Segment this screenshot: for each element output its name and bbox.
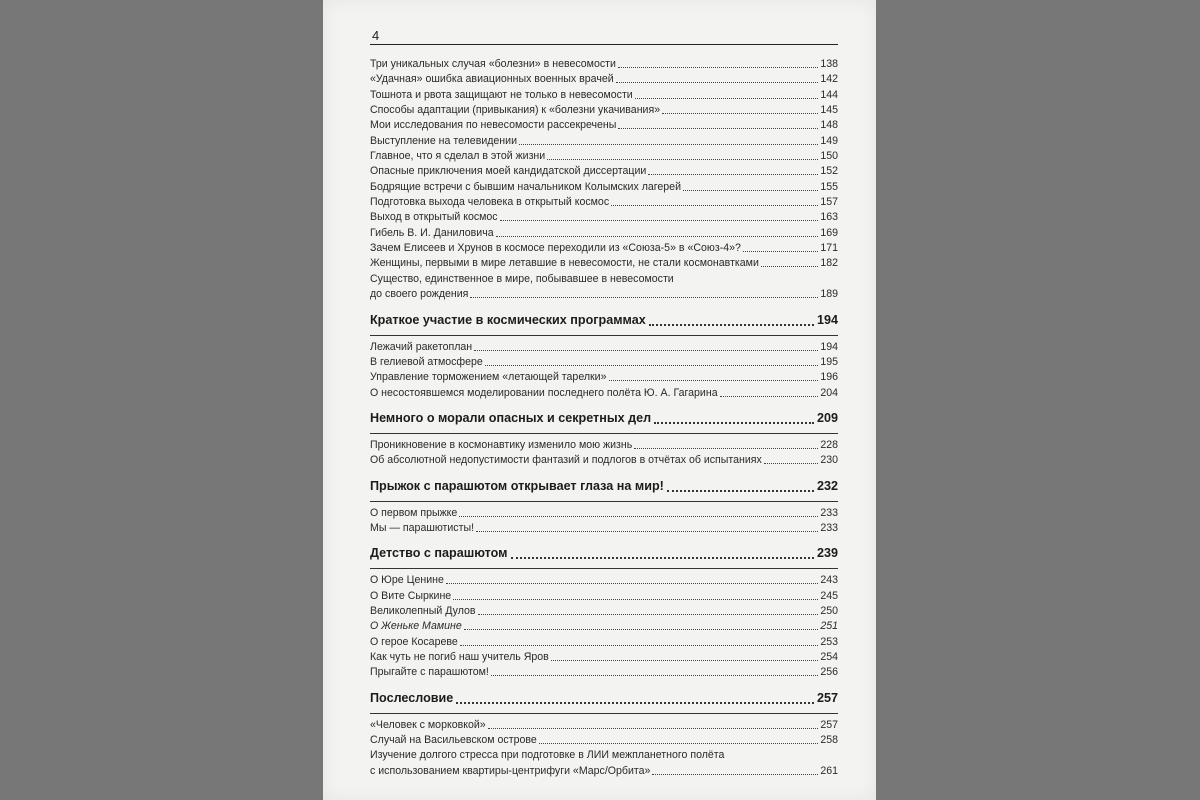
toc-entry — [370, 356, 838, 371]
dot-leader — [649, 313, 814, 326]
dot-leader — [764, 454, 818, 464]
toc-section-heading — [370, 546, 838, 566]
dot-leader — [474, 341, 818, 351]
dot-leader — [743, 242, 818, 252]
dot-leader — [539, 734, 819, 744]
toc-entry — [370, 749, 838, 764]
toc-entry — [370, 58, 838, 73]
toc-entry-title: Женщины, первыми в мире летавшие в невесомости, не стали космонавтками — [370, 257, 759, 270]
toc-entry-title: Мои исследования по невесомости рассекречены — [370, 119, 617, 132]
toc-entry — [370, 734, 838, 749]
dot-leader — [609, 371, 819, 381]
dot-leader — [496, 227, 819, 237]
section-rule — [370, 433, 838, 434]
toc-entry-page: 150 — [820, 150, 838, 163]
section-rule — [370, 568, 838, 569]
dot-leader — [761, 257, 818, 267]
toc-entry-title: Три уникальных случая «болезни» в невесомости — [370, 58, 616, 70]
toc-entry-title: Как чуть не погиб наш учитель Яров — [370, 650, 549, 663]
toc-entry-title: О герое Косареве — [370, 635, 458, 648]
toc-entry-page: 233 — [820, 506, 838, 519]
section-page: 194 — [816, 312, 838, 327]
toc-entry-page: 149 — [820, 134, 838, 147]
section-rule — [370, 501, 838, 502]
dot-leader — [453, 590, 818, 600]
dot-leader — [485, 356, 819, 366]
toc-entry-page: 233 — [820, 521, 838, 534]
toc-entry-title: Опасные приключения моей кандидатской диссертации — [370, 165, 647, 178]
toc-entry-page: 145 — [820, 104, 838, 117]
toc-entry-title: О первом прыжке — [370, 506, 458, 519]
dot-leader — [618, 58, 818, 68]
toc-entry-title: Проникновение в космонавтику изменило мою жизнь — [370, 438, 633, 451]
toc-entry — [370, 666, 838, 681]
toc-entry-title: до своего рождения — [370, 288, 469, 301]
toc-entry-title: Мы — парашютисты! — [370, 521, 475, 534]
dot-leader — [470, 288, 818, 298]
section-rule — [370, 713, 838, 714]
dot-leader — [488, 719, 819, 729]
toc-entry-page: 189 — [820, 288, 838, 301]
toc-entry — [370, 574, 838, 589]
section-gap — [370, 682, 838, 691]
section-gap — [370, 470, 838, 479]
toc-entry — [370, 165, 838, 180]
dot-leader — [456, 691, 814, 704]
toc-entry-page: 194 — [820, 340, 838, 353]
toc-entry-page: 152 — [820, 165, 838, 178]
toc-entry-title: Способы адаптации (привыкания) к «болезни укачивания» — [370, 104, 661, 117]
toc-entry-title: Существо, единственное в мире, побывавшее в невесомости — [370, 272, 674, 285]
toc-entry — [370, 150, 838, 165]
toc-entry-page: 148 — [820, 119, 838, 132]
dot-leader — [635, 89, 819, 99]
toc-entry-title: Зачем Елисеев и Хрунов в космосе переходили из «Союза-5» в «Союз-4»? — [370, 242, 741, 255]
toc-entry — [370, 507, 838, 522]
toc-entry-title: «Удачная» ошибка авиационных военных врачей — [370, 73, 614, 86]
toc-entry-page: 144 — [820, 88, 838, 101]
toc-entry-title: Гибель В. И. Даниловича — [370, 226, 494, 239]
dot-leader — [648, 165, 818, 175]
toc-entry-title: Случай на Васильевском острове — [370, 734, 537, 746]
toc-entry-title: Выступление на телевидении — [370, 134, 517, 147]
toc-entry-page: 243 — [820, 574, 838, 587]
toc-entry — [370, 89, 838, 104]
toc-entry-page: 163 — [820, 211, 838, 224]
toc-entry-page: 171 — [820, 242, 838, 255]
toc-entry — [370, 605, 838, 620]
toc-entry-page: 228 — [820, 438, 838, 451]
toc-entry-page: 254 — [820, 650, 838, 663]
header-rule — [370, 44, 838, 45]
table-of-contents — [370, 58, 838, 780]
toc-entry-title: Изучение долгого стресса при подготовке в ЛИИ межпланетного полёта — [370, 749, 725, 762]
dot-leader — [551, 651, 819, 661]
toc-entry — [370, 387, 838, 402]
section-page: 257 — [816, 690, 838, 705]
dot-leader — [634, 439, 818, 449]
toc-entry — [370, 590, 838, 605]
toc-entry — [370, 181, 838, 196]
toc-entry-page: 256 — [820, 666, 838, 679]
toc-entry-title: Великолепный Дулов — [370, 604, 476, 617]
section-gap — [370, 304, 838, 313]
toc-entry — [370, 135, 838, 150]
toc-entry-page: 251 — [820, 620, 838, 633]
toc-entry — [370, 439, 838, 454]
toc-entry-page: 157 — [820, 196, 838, 209]
section-page: 239 — [816, 546, 838, 561]
dot-leader — [654, 411, 814, 424]
toc-entry — [370, 719, 838, 734]
toc-entry-page: 250 — [820, 604, 838, 617]
dot-leader — [478, 605, 819, 615]
toc-entry-title: «Человек с морковкой» — [370, 718, 486, 731]
dot-leader — [459, 507, 818, 517]
dot-leader — [662, 104, 818, 114]
dot-leader — [491, 666, 818, 676]
dot-leader — [519, 135, 818, 145]
section-title: Прыжок с парашютом открывает глаза на мир! — [370, 478, 664, 493]
toc-entry — [370, 651, 838, 666]
page-number: 4 — [372, 28, 380, 43]
toc-entry-page: 245 — [820, 589, 838, 602]
toc-entry — [370, 454, 838, 469]
toc-entry — [370, 242, 838, 257]
dot-leader — [446, 574, 818, 584]
section-title: Послесловие — [370, 690, 454, 705]
toc-entry-page: 138 — [820, 58, 838, 70]
toc-section-heading — [370, 313, 838, 333]
dot-leader — [667, 479, 814, 492]
toc-entry-page: 169 — [820, 226, 838, 239]
toc-section-heading — [370, 691, 838, 711]
section-title: Краткое участие в космических программах — [370, 312, 646, 327]
toc-entry — [370, 73, 838, 88]
toc-entry-title: О несостоявшемся моделировании последнего полёта Ю. А. Гагарина — [370, 386, 718, 399]
toc-entry-title: Управление торможением «летающей тарелки» — [370, 371, 607, 384]
dot-leader — [616, 73, 819, 83]
toc-entry-title: О Юре Ценине — [370, 574, 444, 587]
toc-entry — [370, 196, 838, 211]
toc-entry-title: О Вите Сыркине — [370, 589, 452, 602]
section-page: 209 — [816, 410, 838, 425]
dot-leader — [460, 636, 819, 646]
toc-section-heading — [370, 479, 838, 499]
section-page: 232 — [816, 478, 838, 493]
section-gap — [370, 537, 838, 546]
dot-leader — [476, 522, 818, 532]
toc-entry-title: Главное, что я сделал в этой жизни — [370, 150, 546, 163]
toc-entry — [370, 227, 838, 242]
toc-entry — [370, 104, 838, 119]
toc-entry — [370, 288, 838, 303]
toc-entry-title: Тошнота и рвота защищают не только в невесомости — [370, 88, 633, 101]
toc-entry-title: Прыгайте с парашютом! — [370, 666, 489, 679]
toc-entry — [370, 273, 838, 288]
toc-entry-title: В гелиевой атмосфере — [370, 355, 483, 368]
dot-leader — [618, 119, 818, 129]
dot-leader — [511, 546, 814, 559]
toc-entry — [370, 119, 838, 134]
section-title: Детство с парашютом — [370, 546, 508, 561]
toc-entry-title: Лежачий ракетоплан — [370, 340, 473, 353]
dot-leader — [652, 765, 818, 775]
toc-entry-page: 257 — [820, 718, 838, 731]
dot-leader — [720, 387, 819, 397]
toc-entry — [370, 341, 838, 356]
toc-entry-page: 258 — [820, 734, 838, 746]
toc-entry-title: Подготовка выхода человека в открытый космос — [370, 196, 610, 209]
toc-entry-page: 142 — [820, 73, 838, 86]
toc-section-heading — [370, 411, 838, 431]
dot-leader — [500, 211, 819, 221]
toc-entry-page: 204 — [820, 386, 838, 399]
dot-leader — [464, 620, 819, 630]
toc-entry-title: Бодрящие встречи с бывшим начальником Колымских лагерей — [370, 180, 681, 193]
dot-leader — [547, 150, 818, 160]
dot-leader — [683, 181, 818, 191]
toc-entry-title: с использованием квартиры-центрифуги «Марс/Орбита» — [370, 764, 651, 777]
toc-entry — [370, 371, 838, 386]
toc-entry-title: Выход в открытый космос — [370, 211, 498, 224]
section-rule — [370, 335, 838, 336]
toc-entry-title: О Женьке Мамине — [370, 620, 462, 633]
toc-entry — [370, 522, 838, 537]
toc-entry-page: 195 — [820, 355, 838, 368]
toc-entry — [370, 636, 838, 651]
toc-entry-page: 230 — [820, 454, 838, 467]
section-gap — [370, 402, 838, 411]
section-title: Немного о морали опасных и секретных дел — [370, 410, 652, 425]
toc-entry-page: 253 — [820, 635, 838, 648]
toc-entry — [370, 257, 838, 272]
toc-entry-page: 182 — [820, 257, 838, 270]
toc-entry-page: 196 — [820, 371, 838, 384]
toc-entry — [370, 620, 838, 635]
toc-entry-page: 155 — [820, 180, 838, 193]
dot-leader — [611, 196, 818, 206]
toc-entry-page: 261 — [820, 764, 838, 777]
toc-entry — [370, 765, 838, 780]
toc-entry-title: Об абсолютной недопустимости фантазий и подлогов в отчётах об испытаниях — [370, 454, 762, 467]
toc-entry — [370, 211, 838, 226]
